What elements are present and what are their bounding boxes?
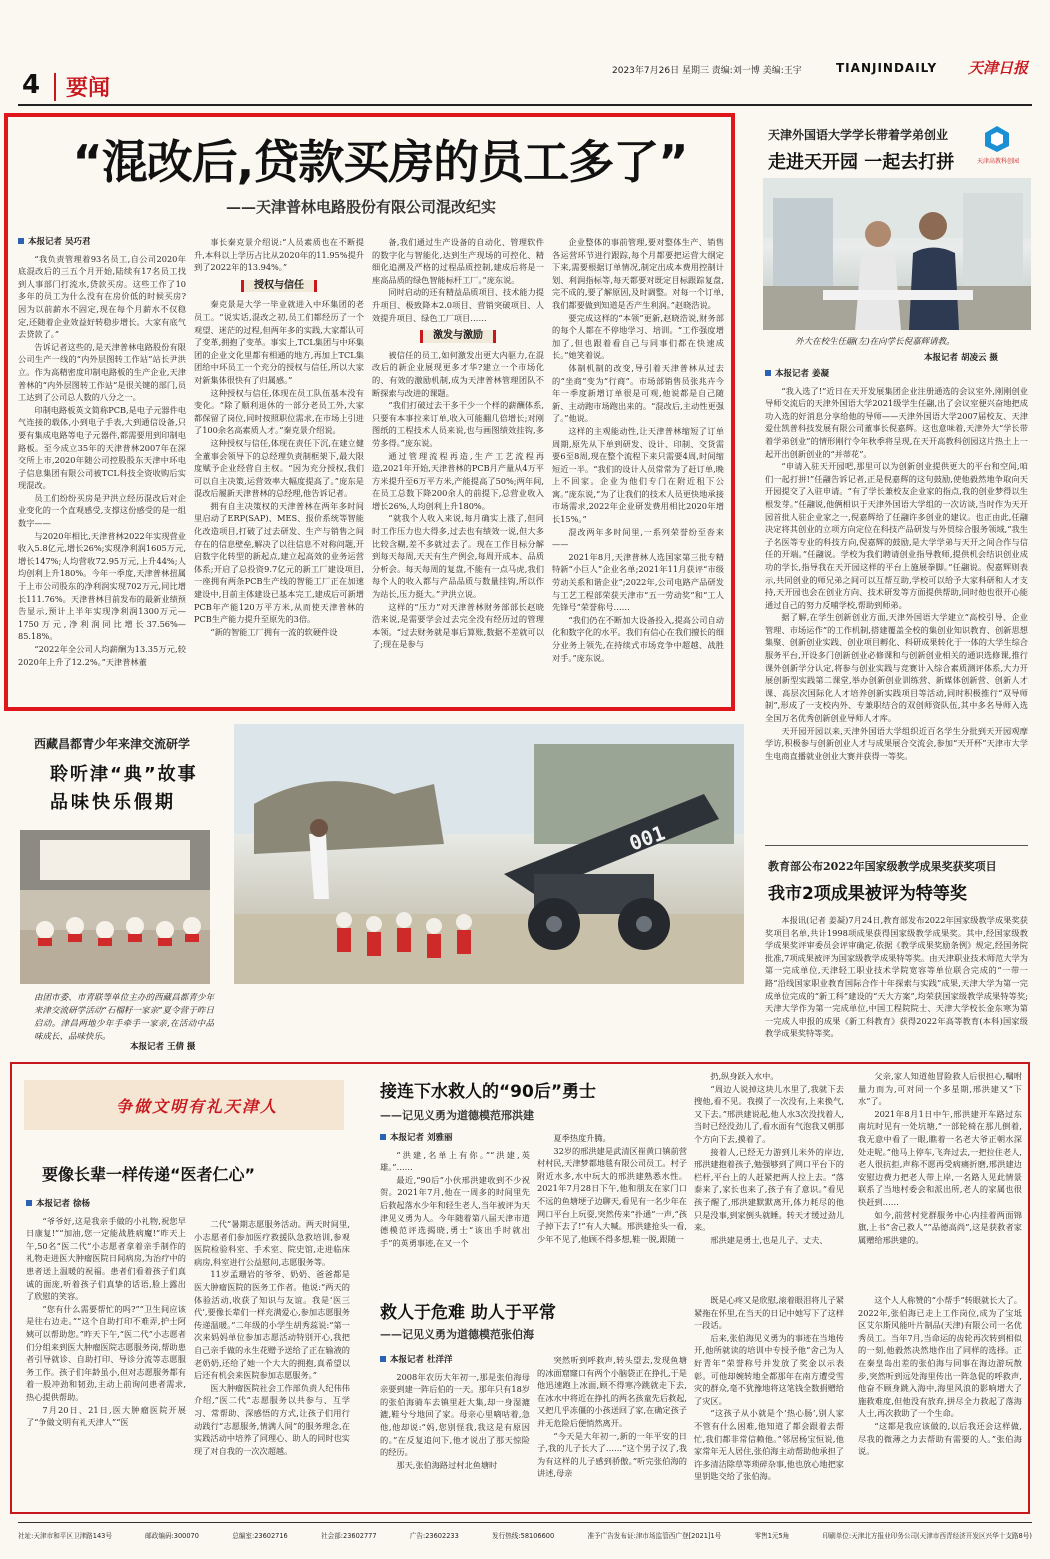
lead-column-2: [194, 236, 364, 704]
paper-name-en: TIANJINDAILY: [836, 61, 938, 75]
paragraph: 据了解,在学生创新创业方面,天津外国语大学建立“高校引导、企业管理、市场运作”的工作机制,搭建覆盖全校的集创业知识教育、创新思想集聚、创新创业实践、创业项目孵化、科研成果转化于一体的大学生综合服务平台,开设多门创新创业必修课和与创新创业相关的通识选修课,推行课外创新学分认定,将参与创业实践与竞赛计入综合素质测评体系,大力开展创新型实践第二课堂,举办创新创业训练营、新媒体创新营、创新人才课、高层次国际化人才培养创新实践项目等活动,同时积极推行“双导师制”,形成了一支校内外、专兼职结合的双创师资队伍,其中多名导师入选全国万名优秀创新创业导师人才库。: [765, 612, 1028, 724]
civilization-banner: [24, 1080, 344, 1130]
tfsu-kicker: 天津外国语大学学长带着学弟创业: [768, 128, 949, 142]
civ-article2-col3: [694, 1070, 844, 1282]
paragraph: 如今,前营村党群服务中心内挂着两面锦旗,上书“舍己救人”“品德高尚”,这是获救者家属赠给邢洪建的。: [858, 1209, 1022, 1245]
award-title: 我市2项成果被评为特等奖: [768, 884, 967, 904]
civ-article2-col2: [537, 1132, 687, 1282]
footer-editorial-phone: 总编室:23602716: [232, 1532, 288, 1540]
paragraph: 二代”暑期志愿服务活动。两天时间里,小志愿者们参加医疗救援队急救培训,参观医院检验科室、手术室、院史馆,走进临床病房,科室进行公益慰问,志愿服务等。: [194, 1219, 350, 1267]
paragraph: 32岁的邢洪建是武清区崔黄口镇前营村村民,天津梦都地毯有限公司员工。村子附近水多,水中玩大的邢洪建熟悉水性。2021年7月28日下午,他和朋友在家门口不远的鱼塘埂子边聊天,看见有一名少年在网口平台上玩耍,突然传来“扑通”一声,“孩子掉下去了!”有人大喊。邢洪建抢头一看,少年不见了,他顾不得多想,鞋一脱,跟随一: [537, 1145, 687, 1244]
tfsu-body: [765, 368, 1028, 834]
footer-social-phone: 社会部:23602777: [321, 1532, 377, 1540]
paragraph: “我们仍在不断加大设备投入,提高公司自动化和数字化的水平。我们有信心在我们擅长的细分业务上领先,在持续式市场竞争中超越、战胜对手。”庞东说。: [552, 614, 724, 663]
award-kicker: 教育部公布2022年国家级教学成果奖获奖项目: [768, 860, 997, 873]
civilization-banner-text: 争做文明有礼天津人: [116, 1097, 279, 1116]
paragraph: 这样的“压力”对天津普林财务部部长赵晓浩来说,是需要学会过去完全没有经历过的管理本领。“过去财务就是事后算账,数据不差就可以了;现在是参与: [372, 601, 544, 650]
tibet-photo-small: [20, 830, 210, 984]
civ-article2-byline: 本报记者 刘雅丽: [380, 1132, 530, 1145]
paragraph: 拥有自主决策权的天津普林在两年多时间里启动了ERP(SAP)、MES、报价系统等智能化改造项目,打破了过去研发、生产与销售之间存在的信息壁垒,解决了以往信息不对称问题,开启数字化转型的新起点,建立起高效的业务运营体系;开启了总投资9.7亿元的新工厂建设项目,一座拥有两条PCB生产线的智能工厂正在加速建设中,目前主体建设已基本完工,建成后可新增PCB年产能120万平方米,从而使天津普林的PCB生产能力提升至原先的3倍。: [194, 500, 364, 625]
footer-bar: [18, 1530, 1032, 1540]
footer-printer: 印刷单位:天津北方报业印务公司(天津市西青经济开发区兴华十支路8号): [822, 1532, 1032, 1540]
paragraph: 备,我们通过生产设备的自动化、管理软件的数字化与智能化,达到生产现场的可控化、精细化追溯及严格的过程品质控制,建成后将是一座高品质的绿色智能标杆工厂。”庞东说。: [372, 237, 544, 285]
civ-article3-subtitle: ——记见义勇为道德模范张伯海: [380, 1328, 534, 1341]
paragraph: 接着人,已经无力游到儿米外的岸边,邢洪建抱着孩子,勉强够到了网口平台下的栏杆,平台上的人赶紧把两人拉上去。“落泰来了,家长也来了,孩子有了意识。”看见孩子醒了,邢洪建默默离开,体力耗尽的他只是没事,到家倒头就睡。转天才缓过劲儿来。: [694, 1146, 844, 1233]
civ-article2-col4: [858, 1070, 1022, 1282]
paragraph: 2021年8月1日中午,邢洪建开车路过东南坑时见有一处坑塘,“一部轮椅在那儿倒着,我无意中看了一眼,瞧着一名老大爷正朝水深处走呢。”他马上停车,飞奔过去,一把拉住老人,老人很抗拒,声称不愿再受病痛折磨,邢洪建边安慰边费力把老人带上岸,一名路人见此情景联系了当地村委会和派出所,老人的家属也很快赶到……: [858, 1108, 1022, 1207]
tibet-photo-credit: 本报记者 王倩 摄: [130, 1042, 196, 1052]
page-number: 4: [22, 70, 41, 100]
date-line: 2023年7月26日 星期三 责编:刘一博 美编:王宇: [612, 66, 802, 76]
tfsu-photo-caption: 外大在校生任翮(左)在向学长倪嘉辉请教。: [795, 337, 955, 347]
science-park-logo-text: 天津高教科创园: [976, 158, 1019, 165]
paragraph: “2022年全公司人均薪酬为13.35万元,较2020年上升了12.2%。”天津普林董: [18, 644, 186, 667]
tfsu-title: 走进天开园 一起去打拼: [768, 152, 955, 173]
paragraph: 本报讯(记者 姜凝)7月24日,教育部发布2022年国家级教学成果奖获奖项目名单,共计1998项成果获得国家级教学成果奖。其中,经国家级教学成果奖评审委员会评审确定,依据《教学成果奖励条例》规定,经国务院批准,7项成果被评为国家级教学成果特等奖。由天津职业技术师范大学为第一完成单位,天津轻工职业技术学院宽容等单位联合完成的“一带一路”沿线国家职业教育国际合作十年探索与实践”成果,天津大学为第一完成单位完成的“新工科”建设的“天大方案”,均荣获国家级教学成果特等奖;天津大学作为第一完成单位,中国工程院院士、天津大学校长金东寒为第一完成人申报的成果《新工科教育》获得2022年高等教育(本科)国家级教学成果奖特等奖。: [765, 915, 1028, 1039]
paragraph: “我负责管理着93名员工,自公司2020年底混改后的三五个月开始,陆续有17名员工找到人事部门打流水,贷款买房。这些工作了10多年的员工为什么没有在房价低的时候买房?因为以前薪水不固定,现在每个月薪水不仅稳定,还随着企业效益好转稳步增长。大家有底气去贷款了。”: [18, 253, 186, 340]
tfsu-byline: 本报记者 姜凝: [765, 368, 1028, 381]
lead-title: “混改后,贷款买房的员工多了”: [72, 135, 688, 189]
paragraph: “爷爷好,这是我亲手做的小礼物,祝您早日康复!”“加油,您一定能战胜病魔!”昨天上午,50名“医二代”小志愿者拿着亲手制作的礼物走进医大肿瘤医院日间病房,为治疗中的患者送上温暖的祝福。患者们看着孩子们真诚的面庞,听着孩子们真挚的话语,脸上露出了欣慰的笑容。: [26, 1215, 186, 1302]
paragraph: “今天是大年初一,新的一年平安的日子,我的儿子长大了……”这个男子汉了,我为有这样的儿子感到骄傲。”听完张伯海的讲述,母亲: [537, 1430, 687, 1479]
paragraph: 员工们纷纷买房是尹洪立经历混改后对企业变化的一个直观感受,支撑这份感受的是一组数字——: [18, 492, 186, 529]
paragraph: 这样的主观能动性,让天津普林缩短了订单周期,原先从下单到研发、设计、印制、交货需要6至8周,现在整个流程下来只需要4周,时间缩短近一半。“我们的设计人员常常为了赶订单,晚上不回家。企业为他们专门在附近租下公寓。”庞东说,“为了让我们的技术人员更快地承接市场需求,2022年企业研发费用相比2020年增长15%。”: [552, 425, 724, 525]
cannon-exhibit-icon: [234, 724, 744, 984]
civ-article2-subtitle: ——记见义勇为道德模范邢洪建: [380, 1109, 534, 1122]
paragraph: 既是心疼又是欣慰,滚着眼泪将儿子紧紧拖在怀里,在当天的日记中她写下了这样一段话。: [694, 1295, 844, 1331]
paragraph: 邢洪建是勇士,也是儿子、丈夫、: [710, 1234, 828, 1245]
paragraph: 天开园开园以来,天津外国语大学组织近百名学生分批到天开园观摩学访,积极参与创新创业人才与成果展合交流会,参加“天开杯”天津市大学生电商直播就业创业大赛并获得一等奖。: [765, 725, 1028, 761]
paragraph: 2008年农历大年初一,那是张伯海母亲要到建一阵后伯的一天。那年只有18岁的张伯海骑车去镇里赶大集,却一身湿漉漉,鞋兮兮地回了家。母亲心里嘀咕着,急他,他却说:“妈,您别怪我,我这是有原因的。”在反复追问下,他才说出了那天惊险的经历。: [380, 1371, 530, 1458]
footer-rule: [18, 1522, 1032, 1523]
tfsu-logo: [968, 124, 1028, 168]
subhead-authorization: 授权与信任: [194, 280, 364, 293]
paragraph: 这种授权与信任,体现在员工队伍基本没有变化。“除了顺利退休的一部分老员工外,大家都保留了岗位,同时按照职位需求,在市场上引进了100余名高素质人才。”秦克景介绍说。: [194, 387, 364, 436]
paragraph: 印制电路板英文简称PCB,是电子元器件电气连接的载体,小到电子手表,大到通信设备,只要有集成电路等电子元器件,都需要用到印制电路板。至今成立35年的天津普林2007年在深交所上市,2020年随公司控股股东天津中环电子信息集团有限公司被TCL科技全资收购后实现混改。: [18, 404, 186, 491]
civ-article3-col2: [537, 1354, 687, 1504]
footer-ad-phone: 广告:23602233: [409, 1532, 459, 1540]
paragraph: 2021年8月,天津普林人选国家第三批专精特新“小巨人”企业名单;2021年11月获评“市级劳动关系和谐企业”;2022年,公司电路产品研发与工艺工程部荣获天津市“五一劳动奖”和“工人先锋号”荣誉称号……: [552, 551, 724, 613]
civ-article3-col3: [694, 1294, 844, 1504]
civ-article1-title: 要像长辈一样传递“医者仁心”: [42, 1165, 256, 1184]
paragraph: 父亲,家人知道他冒险救人后很担心,嘱咐量力而为,可对同一个多星期,邢洪建又“下水”了。: [858, 1071, 1022, 1107]
tibet-kicker: 西藏昌都青少年来津交流研学: [34, 737, 191, 751]
paragraph: 与2020年相比,天津普林2022年实现营业收入5.8亿元,增长26%;实现净利润1605万元,增长147%;人均营收72.95万元,上升44%;人均创利上升180%。今年一季度,天津普林扭属于上市公司股东的净利润实现702万元,同比增长111.76%。天津普林目前发布的最新业绩预告显示,预计上半年实现净利润1300万元—1750万元,净利润同比增长37.56%—85.18%。: [18, 530, 186, 642]
paragraph: “我们打破过去干多干少一个样的薪酬体系,只要有本事拉来订单,收入可能翻几倍增长;对刚图纸的工程技术人员来说,也与画图绩效挂钩,多劳多得。”庞东说。: [372, 400, 544, 448]
paragraph: “申请入驻天开园吧,那里可以为创新创业提供更大的平台和空间,咱们一起打拼!”任翮告诉记者,正是倪嘉辉的这句鼓励,使他毅然地争取向天开园提交了入驻申请。“有了学长兼校友企业家的指点,我的创业梦得以生根发芽。”任翮说,他俩相识于天津外国语大学组的一次访谈,当时作为天开园首批人驻企业家之一,倪嘉辉给了任翮许多创业的建议。也正由此,任翮决定将其创业的立项方向定位在科技产品研发与外贸综合服务领域,“我生子名医等专业的科技方向,倪嘉辉的鼓励,是大学学弟与天开之间合作与信任的开端。”任翮说。学校为我们聘请创业指导教师,提供机会结识创业成功的学长,指导我在天开园这样的平台上施展拳脚。”任翮说。倪嘉辉则表示,共同创业的师兄弟之间可以互帮互助,学校可以给予大家科研和人才支持,天开园也会在创业方向、技术研发等方面提供帮助,同时他也很开心能通过自己的努力反哺学校,帮助到师弟。: [765, 461, 1028, 610]
paragraph: 事长秦克景介绍说:“人员素质也在不断提升,本科以上学历占比从2020年的11.95%提升到了2022年的13.94%。”: [194, 237, 364, 273]
award-body: [765, 914, 1028, 1054]
civ-article2-title: 接连下水救人的“90后”勇士: [380, 1082, 597, 1102]
paragraph: 同时启动的还有精益品质项目、技术能力提升项目、极致降本2.0项目、营销突破项目、人效提升项目、绿色工厂项目……: [372, 287, 544, 323]
lead-column-4: [552, 236, 724, 704]
footer-distribution-phone: 发行热线:58106600: [492, 1532, 555, 1540]
header-rule: [18, 104, 1032, 106]
paragraph: 这个人人称赞的“小帮手”转眼就长大了。2022年,张伯海已走上工作岗位,成为了宝坻区艾尔斯风能叶片制品(天津)有限公司一名优秀员工。当年7月,当命运的齿轮再次转到相似的一刻,他毅然决然地作出了同样的选择。正在秦皇岛出差的张伯海与同事在海边游玩散步,突然听到远处海里传出一阵急促的呼救声,他奋不顾身跳入海中,海里风浪的影响增大了施救难度,但他没有放弃,拼尽全力救起了落海人士,再次救助了一个生命。: [858, 1295, 1022, 1419]
civ-article3-title: 救人于危难 助人于平常: [380, 1303, 556, 1323]
cannon-number: 001: [625, 820, 669, 856]
footer-postcode: 邮政编码:300070: [145, 1532, 199, 1540]
civ-article1-col2: [194, 1218, 350, 1504]
civ-article1-col1: [26, 1198, 186, 1504]
paragraph: 告诉记者这些的,是天津普林电路股份有限公司生产一线的“内外层图转工作站”站长尹洪立。作为高精密度印制电路板的生产企业,天津普林的“内外层图转工作站”是很关键的部门,员工达到了公司总人数的八分之一。: [18, 341, 186, 403]
tibet-caption: 由团市委、市青联等单位主办的西藏昌都青少年来津交流研学活动“石榴籽一家亲”夏令营于昨日启动。津昌两地少年手牵手一家亲,在活动中品味成长、品味快乐。: [34, 993, 214, 1042]
tibet-photo-large: [234, 724, 744, 984]
paragraph: 秦克景是大学一毕业就进入中环集团的老员工。“说实话,混改之初,员工们都经历了一个观望、迷茫的过程,但两年多的实践,大家都认可了变革,拥抱了变革。事实上,TCL集团与中环集团的企业文化里都有相通的地方,再加上TCL集团给中环员工一个充分的授权与信任,所以大家对新集体很快有了归属感。”: [194, 299, 364, 385]
tfsu-photo: [763, 178, 1031, 330]
paragraph: “这孩子从小就是个‘热心肠’,别人家不管有什么困难,他知道了都会跟着去帮忙,我们都非常信赖他。”邻居杨宝恒说,他家常年无人居住,张伯海主动帮助他承担了许多清洁除草等琐碎杂事,他也放心地把家里钥匙交给了张伯海。: [694, 1408, 844, 1482]
paragraph: 夏季热度升腾。: [553, 1133, 611, 1143]
lead-byline: 本报记者 吴巧君: [18, 236, 186, 249]
paragraph: “洪建,名单上有你。”“洪建,英雄。”……: [380, 1149, 530, 1173]
paragraph: 后来,张伯海见义勇为的事迹在当地传开,他所就读的培训中专授予他“舍己为人好青年”荣誉称号并发放了奖金以示表彰。可他却婉转地全都那年在南方遭受雪灾的群众,毫不犹豫地将这笔钱全数捐赠给了灾区。: [694, 1332, 844, 1406]
civ-article3-col1: [380, 1354, 530, 1504]
science-park-logo-icon: [982, 124, 1012, 154]
paragraph: 要完成这样的“本领”更新,赵晓浩说,财务部的每个人都在不停地学习、培训。“工作强度增加了,但也跟着看自己与同事们都在快速成长。”她笑着说。: [552, 312, 724, 361]
footer-price: 零售1元5角: [754, 1532, 790, 1540]
paragraph: “您有什么需要帮忙的吗?”“卫生间应该是往右边走。”“这个自助打印不难弄,护士阿姨可以帮助您。”昨天下午,“医二代”小志愿者们分组来到医大肿瘤医院志愿服务岗,帮助患者引导就诊、自助打印、导诊分流等志愿服务工作。孩子们年龄虽小,但对志愿服务都有着一股冲劲和韧劲,主动上前询问患者需求,热心提供帮助。: [26, 1303, 186, 1402]
paragraph: 企业整体的事前管理,要对整体生产、销售各运营环节进行跟踪,每个月都要把运营大纲定下来,需要根据订单情况,制定出成本费用控制计划、利润指标等,每天都要对既定目标跟踪复盘,完不成的,要了解原因,及时调整。对每一个订单,我们都要做到知道是否产生利润。”赵晓浩说。: [552, 237, 724, 310]
paragraph: 最近,“90后”小伙邢洪建收到不少祝贺。2021年7月,他在一周多的时间里先后救起落水少年和轻生老人,当年被评为天津见义勇为人。今年随着第八届天津市道德模范评选揭晓,勇士“该出手时就出手”的英勇事迹,在又一个: [380, 1174, 530, 1248]
header-divider: [54, 73, 56, 101]
tibet-title-line1: 聆听津“典”故事: [50, 764, 198, 785]
paragraph: “我入选了!”近日在天开发展集团企业注册通选的会议室外,刚刚创业导师交流后的天津外国语大学2021级学生任翮,出了会议室便兴奋地把成功入选的好消息分享给他的导师——天津外国语大学2007届校友、天津爱仕凯普科技发展有限公司董事长倪嘉辉。这也意味着,天津外大“学长带着学弟创业”的情形刚行令年秋季将呈现,在天开高教科创园这片热土上一起开出创新创业的“并蒂花”。: [765, 385, 1028, 459]
lead-column-3: [372, 236, 544, 704]
tfsu-photo-credit: 本报记者 胡凌云 摄: [924, 353, 998, 363]
museum-visit-icon: [20, 830, 210, 984]
paragraph: 7月20日、21日,医大肿瘤医院开展了“争做文明有礼天津人”“医: [26, 1404, 186, 1428]
paragraph: “周边人说掉这块儿水里了,我就下去搜他,看不见。我摸了一次没有,上来换气,又下去。”邢洪建说起,他人水3次没找着人,当时已经没劲儿了,看水面有气泡我又朝那个方向下去,摸着了。: [694, 1083, 844, 1144]
paper-logo: 天津日报: [968, 59, 1029, 77]
paragraph: “新的智能工厂拥有一流的软硬件设: [210, 626, 338, 637]
civ-article3-byline: 本报记者 杜洋洋: [380, 1354, 530, 1367]
paragraph: 医大肿瘤医院社会工作部负责人纪伟伟介绍,“医二代”志愿服务以共参与、互学习、常帮助、深感悟的方式,让孩子们用行动践行“志愿服务,情满人间”的服务理念,在实践活动中培养了同理心、助人的同时也实现了对自我的一次次超越。: [194, 1382, 350, 1456]
footer-ad-license: 准予广告发布证:津市场监管西广登[2021]1号: [587, 1532, 722, 1540]
paragraph: 通过管理流程再造,生产工艺流程再造,2021年开始,天津普林的PCB月产量从4万平方米提升至6万平方米,产能提高了50%;两年间,在员工总数下降200余人的前提下,总营业收入增长26%,人均创利上升180%。: [372, 450, 544, 511]
civ-article3-col4: [858, 1294, 1022, 1504]
subhead-motivation: 激发与激励: [372, 330, 544, 343]
paragraph: 混改两年多时间里,一系列荣誉纷至沓来——: [552, 526, 724, 550]
paragraph: 被信任的员工,如何激发出更大内驱力,在混改后的新企业展现更多才华?建立一个市场化的、有效的激励机制,成为天津普林管理团队不断探索与改进的课题。: [372, 349, 544, 398]
tibet-title-line2: 品味快乐假期: [50, 792, 176, 813]
civ-article1-byline: 本报记者 徐杨: [26, 1198, 186, 1211]
paragraph: 这种授权与信任,体现在责任下沉,在建立健全董事会领导下的总经理负责制框架下,最大限度赋予企业经营自主权。“因为充分授权,我们可以自主决策,运营效率大幅度提高了。”庞东是混改后履新天津普林的总经理,他告诉记者。: [194, 437, 364, 499]
paragraph: 突然听到呼救声,转头望去,发现鱼塘的冰面窟窿口有两个小脑袋正在挣扎,于是他迅速跑上冰面,顾不得寒冷跳就走下去,在冰水中将近在挣扎的两名孩童先后救起,又把几乎冻僵的小孩送回了家,在确定孩子并无危险后便悄然离开。: [537, 1355, 687, 1428]
paragraph: 11岁孟珊岩的爷爷、奶奶、爸爸都是医大肿瘤医院的医务工作者。他说:“两天的体验活动,收获了知识与友谊。我是‘医三代’,要像长辈们一样充满爱心,参加志愿服务传递温暖。”二年级的小学生胡秀蕊说:“第一次来妈妈单位参加志愿活动特别开心,我把自己亲手做的永生花赠予送给了正在输液的老奶奶,还给了她一个大大的拥抱,真希望以后还有机会来医院参加志愿服务。”: [194, 1269, 350, 1381]
footer-address: 社址:天津市和平区卫津路143号: [18, 1532, 112, 1540]
paragraph: 那天,张伯海路过村北鱼塘时: [396, 1459, 498, 1470]
paragraph: 扔,纵身跃入水中。: [710, 1071, 779, 1081]
paragraph: “这都是我应该做的,以后我还会这样做,尽我的微薄之力去帮助有需要的人。”张伯海说。: [858, 1420, 1022, 1457]
lead-column-1: [18, 236, 186, 704]
civ-article2-col1: [380, 1132, 530, 1282]
paragraph: “就我个人收入来说,每月确实上涨了,但同时工作压力也大得多,过去也有绩效一说,但大多比较含糊,差不多就过去了。现在工作目标分解到每天每周,天天有生产例会,每周开成本、品质分析会。每天每周的复盘,不能有一点马虎,我们每个人的收入都与产品品质与数量挂钩,所以作为站长,压力挺大。”尹洪立说。: [372, 513, 544, 600]
right-divider: [765, 845, 1028, 846]
paragraph: 体制机制的改变,导引着天津普林从过去的“坐商”变为“行商”。市场部销售员张兆卉今年一季度新增订单很是可观,他说都是自己随新、主动跑市场跑出来的。“混改后,主动性更强了。”他说。: [552, 362, 724, 424]
section-name: 要闻: [66, 76, 111, 101]
office-scene-icon: [763, 178, 1031, 330]
lead-subtitle: ——天津普林电路股份有限公司混改纪实: [226, 198, 497, 216]
